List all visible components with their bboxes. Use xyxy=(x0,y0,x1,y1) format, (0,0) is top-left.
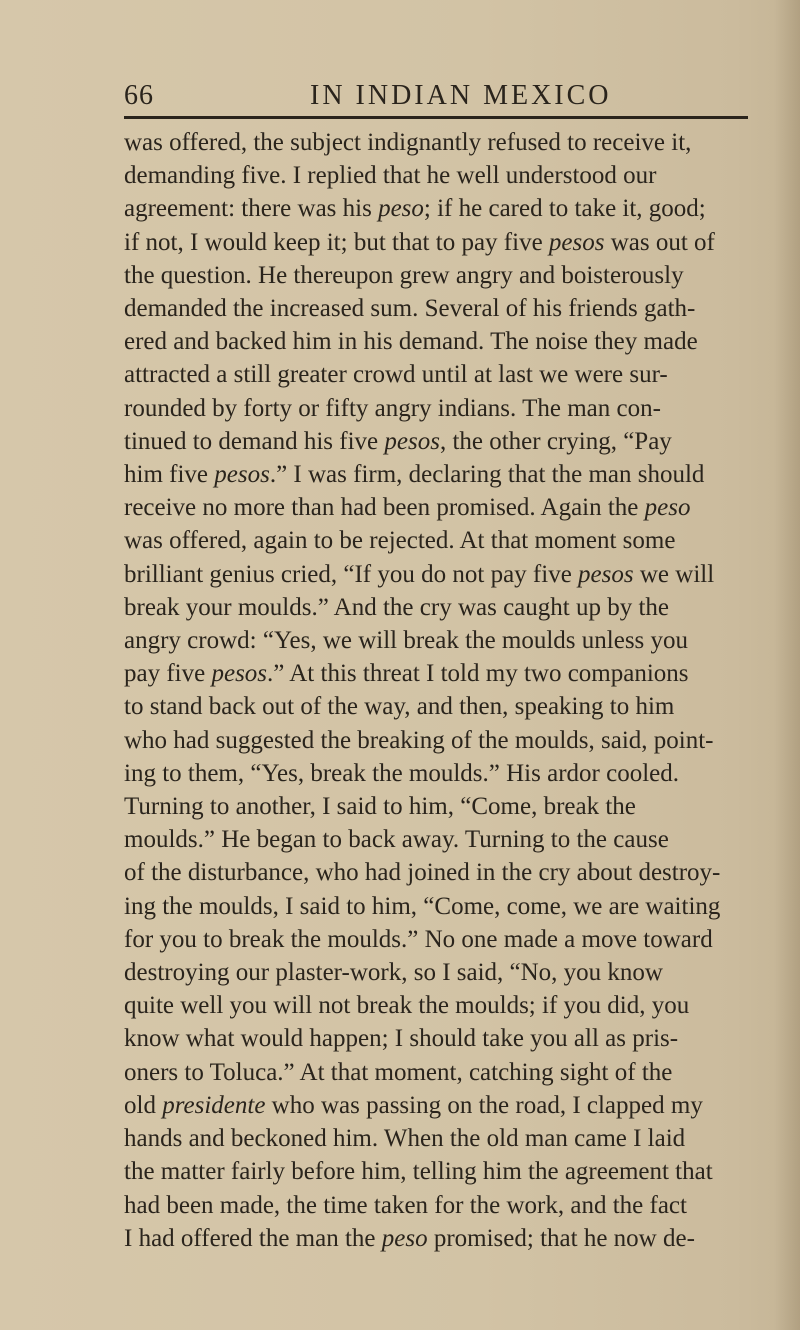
text-line xyxy=(124,823,786,856)
text-run: I had offered the man the xyxy=(124,1224,382,1252)
running-head: IN INDIAN MEXICO xyxy=(310,80,612,111)
text-run: of the disturbance, who had joined in the cry about destroy- xyxy=(124,859,721,887)
text-line xyxy=(124,192,786,225)
text-line xyxy=(124,126,786,159)
text-run: , the other crying, “Pay xyxy=(439,427,672,455)
text-run: oners to Toluca.” At that moment, catching sight of the xyxy=(124,1058,673,1086)
text-run: was offered, again to be rejected. At that moment some xyxy=(124,527,676,555)
text-run: angry crowd: “Yes, we will break the moulds unless you xyxy=(124,627,689,655)
italic-word: pesos xyxy=(384,427,440,455)
text-line xyxy=(124,757,786,790)
text-line xyxy=(124,358,786,391)
text-line xyxy=(124,989,786,1022)
text-run: old xyxy=(124,1091,163,1119)
text-line xyxy=(124,1222,786,1255)
italic-word: peso xyxy=(381,1224,428,1252)
text-run: had been made, the time taken for the work, and the fact xyxy=(124,1191,687,1219)
text-run: was offered, the subject indignantly refused to receive it, xyxy=(124,129,692,156)
text-line xyxy=(124,1155,786,1188)
italic-word: pesos xyxy=(548,228,605,256)
text-run: him five xyxy=(124,461,215,489)
text-line xyxy=(124,558,786,591)
text-run: attracted a still greater crowd until at last we were sur- xyxy=(124,361,668,389)
text-run: rounded by forty or fifty angry indians. The man con- xyxy=(124,394,661,422)
text-run: pay five xyxy=(124,660,212,688)
text-run: to stand back out of the way, and then, speaking to him xyxy=(124,693,675,721)
text-run: promised; that he now de- xyxy=(427,1224,695,1252)
text-line xyxy=(124,856,786,889)
text-run: agreement: there was his xyxy=(124,195,379,223)
text-run: Turning to another, I said to him, “Come, break the xyxy=(124,793,636,821)
italic-word: peso xyxy=(644,494,691,522)
text-run: demanding five. I replied that he well understood our xyxy=(124,162,657,190)
italic-word: presidente xyxy=(162,1091,266,1119)
text-line xyxy=(124,524,786,557)
text-run: who had suggested the breaking of the moulds, said, point- xyxy=(124,726,714,754)
body-text xyxy=(124,126,786,1255)
text-run: ing to them, “Yes, break the moulds.” His ardor cooled. xyxy=(124,759,679,787)
text-run: quite well you will not break the moulds; if you did, you xyxy=(124,992,690,1020)
text-run: if not, I would keep it; but that to pay five xyxy=(124,228,549,256)
text-line xyxy=(124,690,786,723)
text-run: ; if he cared to take it, good; xyxy=(423,195,706,223)
text-line xyxy=(124,624,786,657)
italic-word: pesos xyxy=(214,461,270,489)
text-run: ered and backed him in his demand. The noise they made xyxy=(124,328,698,356)
text-line xyxy=(124,458,786,491)
text-line xyxy=(124,1189,786,1222)
text-run: ing the moulds, I said to him, “Come, come, we are waiting xyxy=(124,892,721,920)
text-run: for you to break the moulds.” No one made a move toward xyxy=(124,925,713,953)
text-line xyxy=(124,226,786,259)
text-run: the question. He thereupon grew angry and boisterously xyxy=(124,261,684,289)
italic-word: pesos xyxy=(578,560,634,588)
text-line xyxy=(124,292,786,325)
text-run: break your moulds.” And the cry was caught up by the xyxy=(124,593,670,621)
header-rule xyxy=(124,116,748,119)
text-line xyxy=(124,591,786,624)
text-line xyxy=(124,491,786,524)
text-run: moulds.” He began to back away. Turning to the cause xyxy=(124,826,669,854)
text-line xyxy=(124,724,786,757)
text-line xyxy=(124,657,786,690)
text-line xyxy=(124,1022,786,1055)
page-number: 66 xyxy=(124,80,154,111)
page-header xyxy=(124,80,748,120)
text-run: hands and beckoned him. When the old man came I laid xyxy=(124,1125,686,1153)
text-run: brilliant genius cried, “If you do not pay five xyxy=(124,560,579,588)
text-run: .” At this threat I told my two companions xyxy=(267,660,689,688)
text-line xyxy=(124,890,786,923)
text-run: know what would happen; I should take you all as pris- xyxy=(124,1025,679,1053)
text-line xyxy=(124,956,786,989)
text-run: receive no more than had been promised. Again the xyxy=(124,494,645,522)
text-line xyxy=(124,1056,786,1089)
text-run: demanded the increased sum. Several of his friends gath- xyxy=(124,295,696,323)
text-run: was out of xyxy=(604,228,715,256)
text-run: the matter fairly before him, telling him the agreement that xyxy=(124,1158,713,1186)
text-run: destroying our plaster-work, so I said, “No, you know xyxy=(124,959,663,987)
text-line xyxy=(124,425,786,458)
italic-word: peso xyxy=(378,195,424,223)
text-line xyxy=(124,325,786,358)
text-line xyxy=(124,392,786,425)
italic-word: pesos xyxy=(211,660,268,688)
text-run: we will xyxy=(633,560,715,588)
text-line xyxy=(124,1089,786,1122)
text-run: tinued to demand his five xyxy=(124,427,385,455)
text-run: who was passing on the road, I clapped my xyxy=(265,1091,703,1119)
text-line xyxy=(124,259,786,292)
text-line xyxy=(124,1122,786,1155)
text-run: .” I was firm, declaring that the man should xyxy=(269,461,705,489)
text-line xyxy=(124,790,786,823)
text-line xyxy=(124,923,786,956)
text-line xyxy=(124,159,786,192)
